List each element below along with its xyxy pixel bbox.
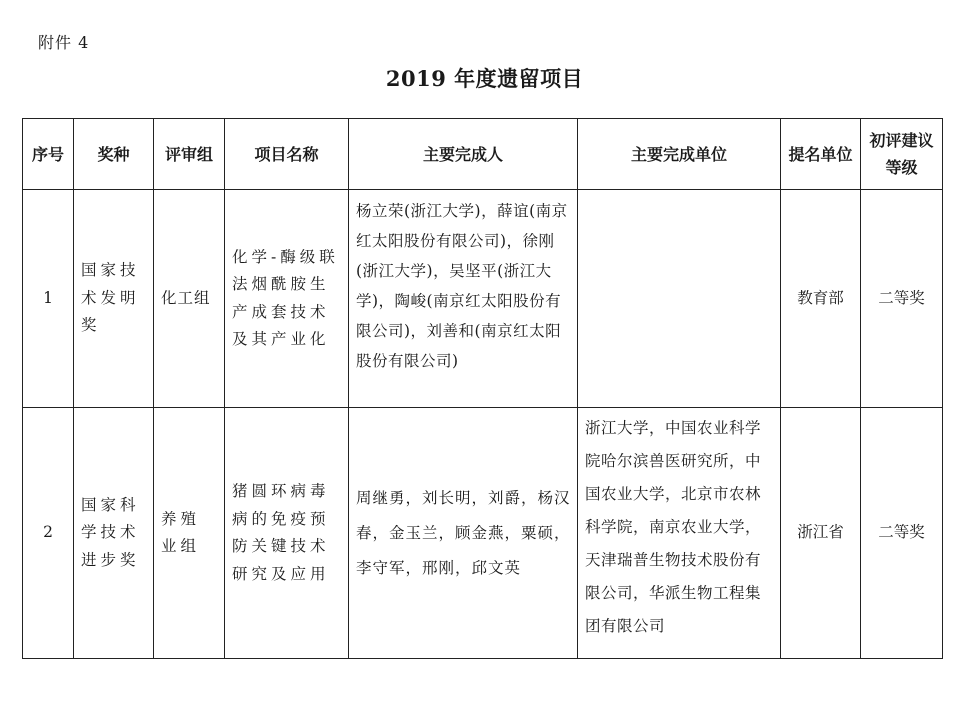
cell-seq: 2 <box>23 408 74 659</box>
table-row <box>23 190 943 408</box>
cell-level: 二等奖 <box>861 408 943 659</box>
header-nominator: 提名单位 <box>781 119 861 190</box>
cell-people: 周继勇，刘长明，刘爵，杨汉春，金玉兰，顾金燕，粟硕，李守军，邢刚，邱文英 <box>349 408 578 659</box>
cell-level: 二等奖 <box>861 190 943 408</box>
projects-table <box>22 118 943 659</box>
cell-units <box>578 190 781 408</box>
cell-seq: 1 <box>23 190 74 408</box>
attachment-label: 附件 4 <box>38 33 90 52</box>
header-people: 主要完成人 <box>349 119 578 190</box>
header-units: 主要完成单位 <box>578 119 781 190</box>
table-row <box>23 408 943 659</box>
cell-award: 国家技术发明奖 <box>74 190 154 408</box>
cell-people: 杨立荣(浙江大学)，薛谊(南京红太阳股份有限公司)，徐刚(浙江大学)，吴坚平(浙江大学)，陶峻(南京红太阳股份有限公司)，刘善和(南京红太阳股份有限公司) <box>349 190 578 408</box>
header-seq: 序号 <box>23 119 74 190</box>
cell-nominator: 浙江省 <box>781 408 861 659</box>
cell-group: 化工组 <box>154 190 225 408</box>
cell-project: 猪圆环病毒病的免疫预防关键技术研究及应用 <box>225 408 349 659</box>
cell-nominator: 教育部 <box>781 190 861 408</box>
cell-units: 浙江大学，中国农业科学院哈尔滨兽医研究所，中国农业大学，北京市农林科学院，南京农业大学，天津瑞普生物技术股份有限公司，华派生物工程集团有限公司 <box>578 408 781 659</box>
document-title: 2019 年度遗留项目 <box>385 66 584 91</box>
header-project: 项目名称 <box>225 119 349 190</box>
header-level: 初评建议等级 <box>861 119 943 190</box>
header-group: 评审组 <box>154 119 225 190</box>
table-header-row <box>23 119 943 190</box>
cell-project: 化学-酶级联法烟酰胺生产成套技术及其产业化 <box>225 190 349 408</box>
cell-group: 养殖业组 <box>154 408 225 659</box>
header-award: 奖种 <box>74 119 154 190</box>
cell-award: 国家科学技术进步奖 <box>74 408 154 659</box>
